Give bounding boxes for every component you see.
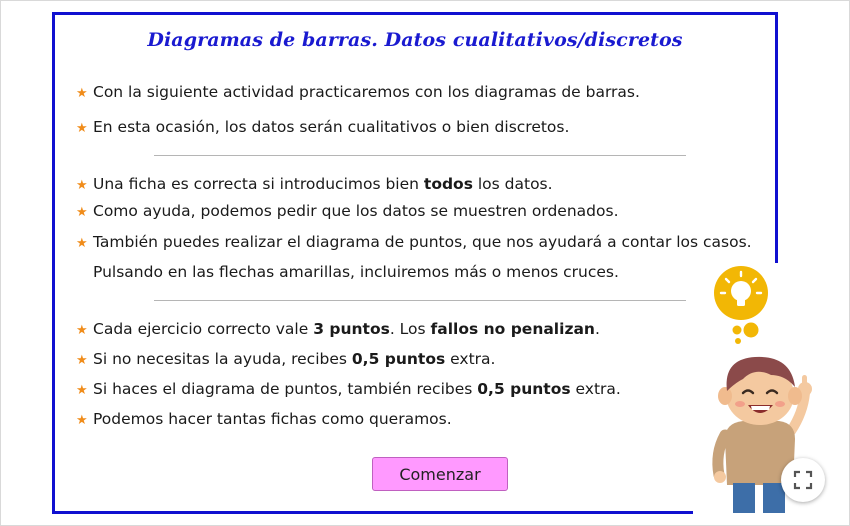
list-item: ★ Una ficha es correcta si introducimos bien todos los datos. [76,175,553,193]
intro-panel [52,12,778,514]
list-item-continuation: Pulsando en las flechas amarillas, incluiremos más o menos cruces. [93,263,619,281]
list-item: ★ Si no necesitas la ayuda, recibes 0,5 puntos extra. [76,350,496,368]
star-icon: ★ [76,178,88,193]
list-item: ★ Cada ejercicio correcto vale 3 puntos. Los fallos no penalizan. [76,320,600,338]
list-item: ★ Podemos hacer tantas fichas como queramos. [76,410,452,428]
fullscreen-icon [793,470,813,490]
divider [154,155,686,156]
divider [154,300,686,301]
star-icon: ★ [76,121,88,136]
star-icon: ★ [76,353,88,368]
start-button[interactable]: Comenzar [372,457,508,491]
page-title: Diagramas de barras. Datos cualitativos/discretos [147,29,683,51]
star-icon: ★ [76,205,88,220]
star-icon: ★ [76,413,88,428]
star-icon: ★ [76,86,88,101]
star-icon: ★ [76,383,88,398]
list-item: ★ Como ayuda, podemos pedir que los datos se muestren ordenados. [76,202,619,220]
fullscreen-button[interactable] [781,458,825,502]
list-item: ★ Si haces el diagrama de puntos, también recibes 0,5 puntos extra. [76,380,621,398]
list-item: ★ Con la siguiente actividad practicaremos con los diagramas de barras. [76,83,640,101]
star-icon: ★ [76,236,88,251]
list-item: ★ En esta ocasión, los datos serán cualitativos o bien discretos. [76,118,570,136]
star-icon: ★ [76,323,88,338]
list-item: ★ También puedes realizar el diagrama de puntos, que nos ayudará a contar los casos. [76,233,752,251]
